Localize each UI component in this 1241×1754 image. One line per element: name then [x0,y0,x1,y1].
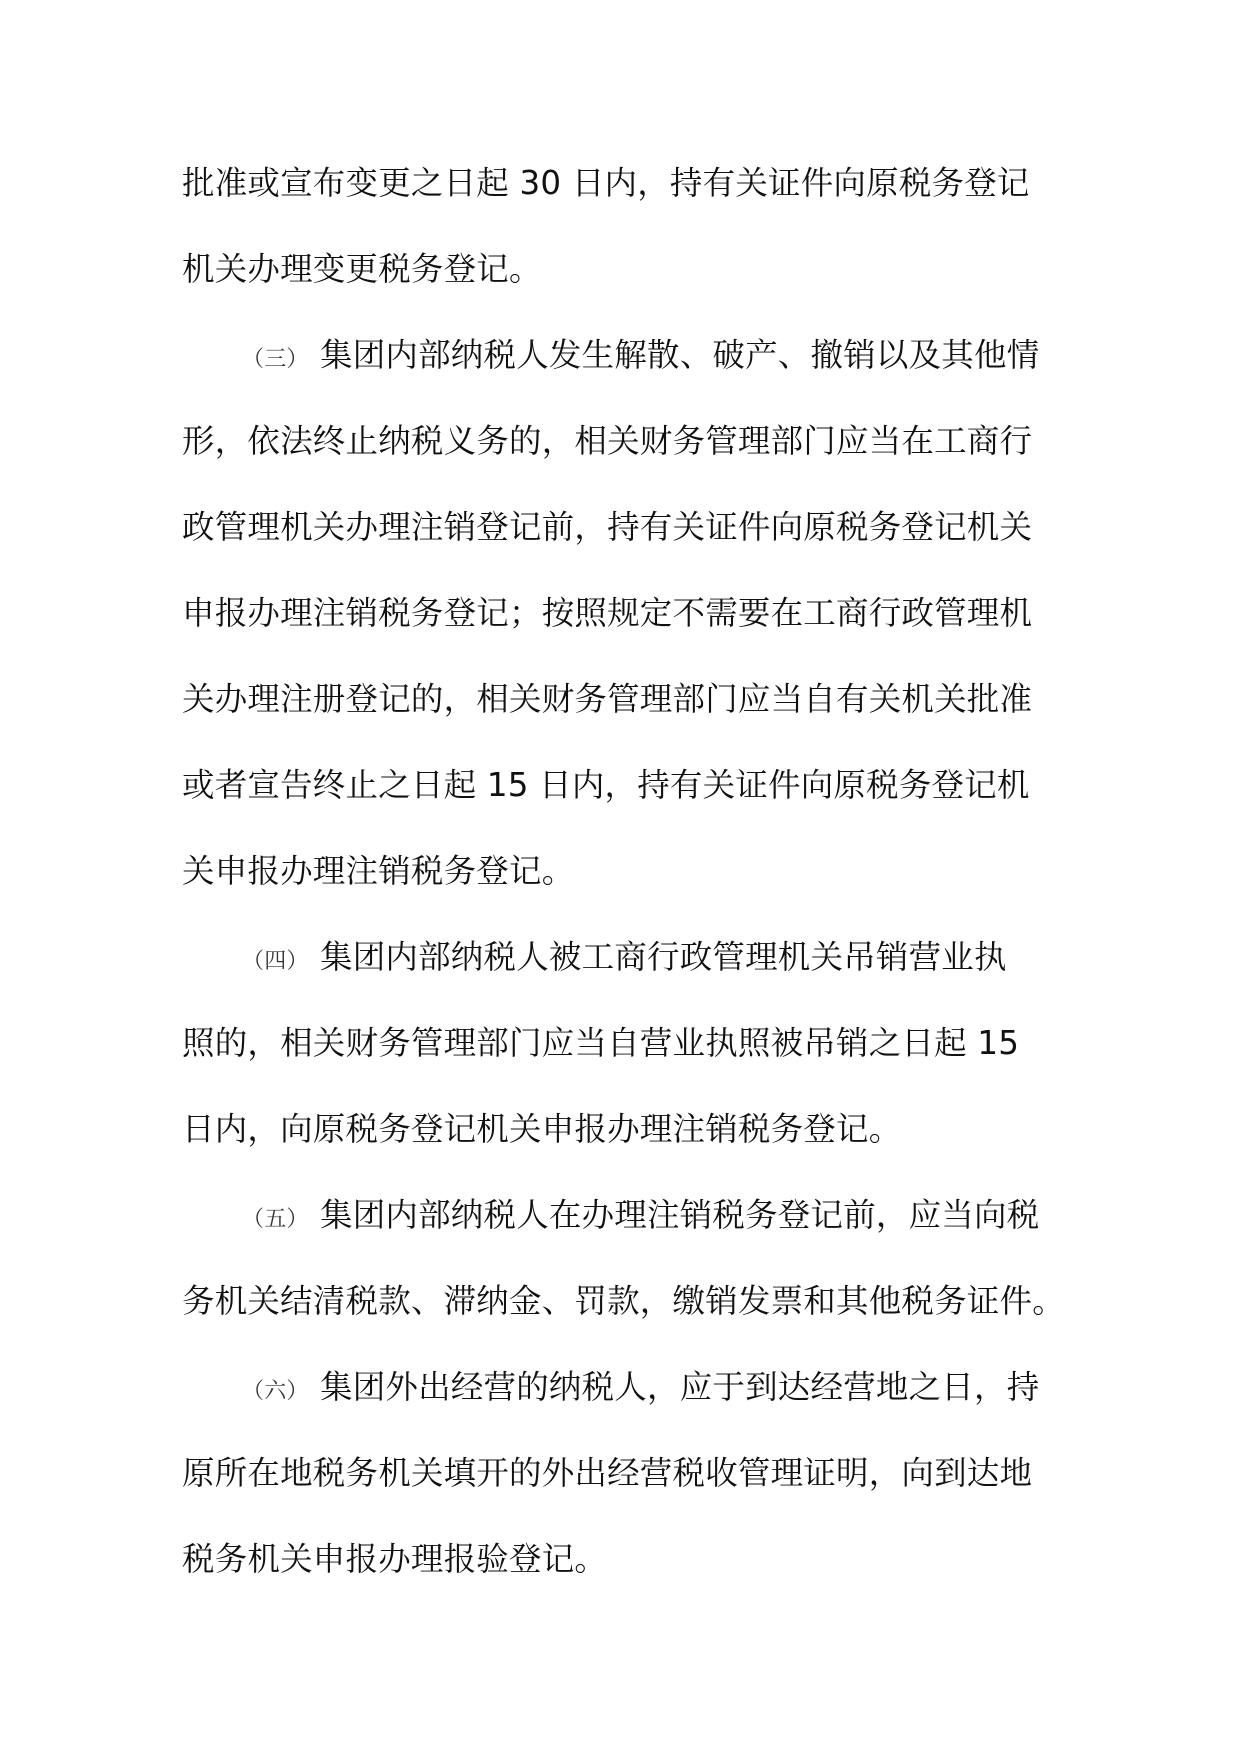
text-line: 集团内部纳税人在办理注销税务登记前，应当向税 [320,1196,1040,1234]
text-line: 关申报办理注销税务登记。 [182,852,575,890]
text-line: 机关办理变更税务登记。 [182,250,542,288]
text-line: 集团外出经营的纳税人，应于到达经营地之日，持 [320,1368,1040,1406]
text-line: 集团内部纳税人被工商行政管理机关吊销营业执 [320,938,1007,976]
list-marker: （五） [242,1207,309,1232]
text-line: 税务机关申报办理报验登记。 [182,1540,608,1578]
text-line: 形，依法终止纳税义务的，相关财务管理部门应当在工商行 [182,422,1033,460]
text-line: 务机关结清税款、滞纳金、罚款，缴销发票和其他税务证件。 [182,1282,1065,1320]
text-line: 集团内部纳税人发生解散、破产、撤销以及其他情 [320,336,1040,374]
list-marker: （六） [242,1379,309,1404]
text-line: 照的，相关财务管理部门应当自营业执照被吊销之日起 15 [182,1024,1020,1062]
list-marker: （四） [242,949,309,974]
paragraph-first-line [182,312,1062,398]
paragraph-first-line [182,914,1062,1000]
paragraph-first-line [182,1344,1062,1430]
body-text [182,140,1065,1602]
text-line: 日内，向原税务登记机关申报办理注销税务登记。 [182,1110,902,1148]
list-marker: （三） [242,347,309,372]
text-line: 原所在地税务机关填开的外出经营税收管理证明，向到达地 [182,1454,1033,1492]
text-line: 或者宣告终止之日起 15 日内，持有关证件向原税务登记机 [182,766,1030,804]
text-line: 申报办理注销税务登记；按照规定不需要在工商行政管理机 [182,594,1033,632]
text-line: 批准或宣布变更之日起 30 日内，持有关证件向原税务登记 [182,164,1030,202]
text-line: 政管理机关办理注销登记前，持有关证件向原税务登记机关 [182,508,1033,546]
text-line: 关办理注册登记的，相关财务管理部门应当自有关机关批准 [182,680,1033,718]
paragraph-first-line [182,1172,1062,1258]
